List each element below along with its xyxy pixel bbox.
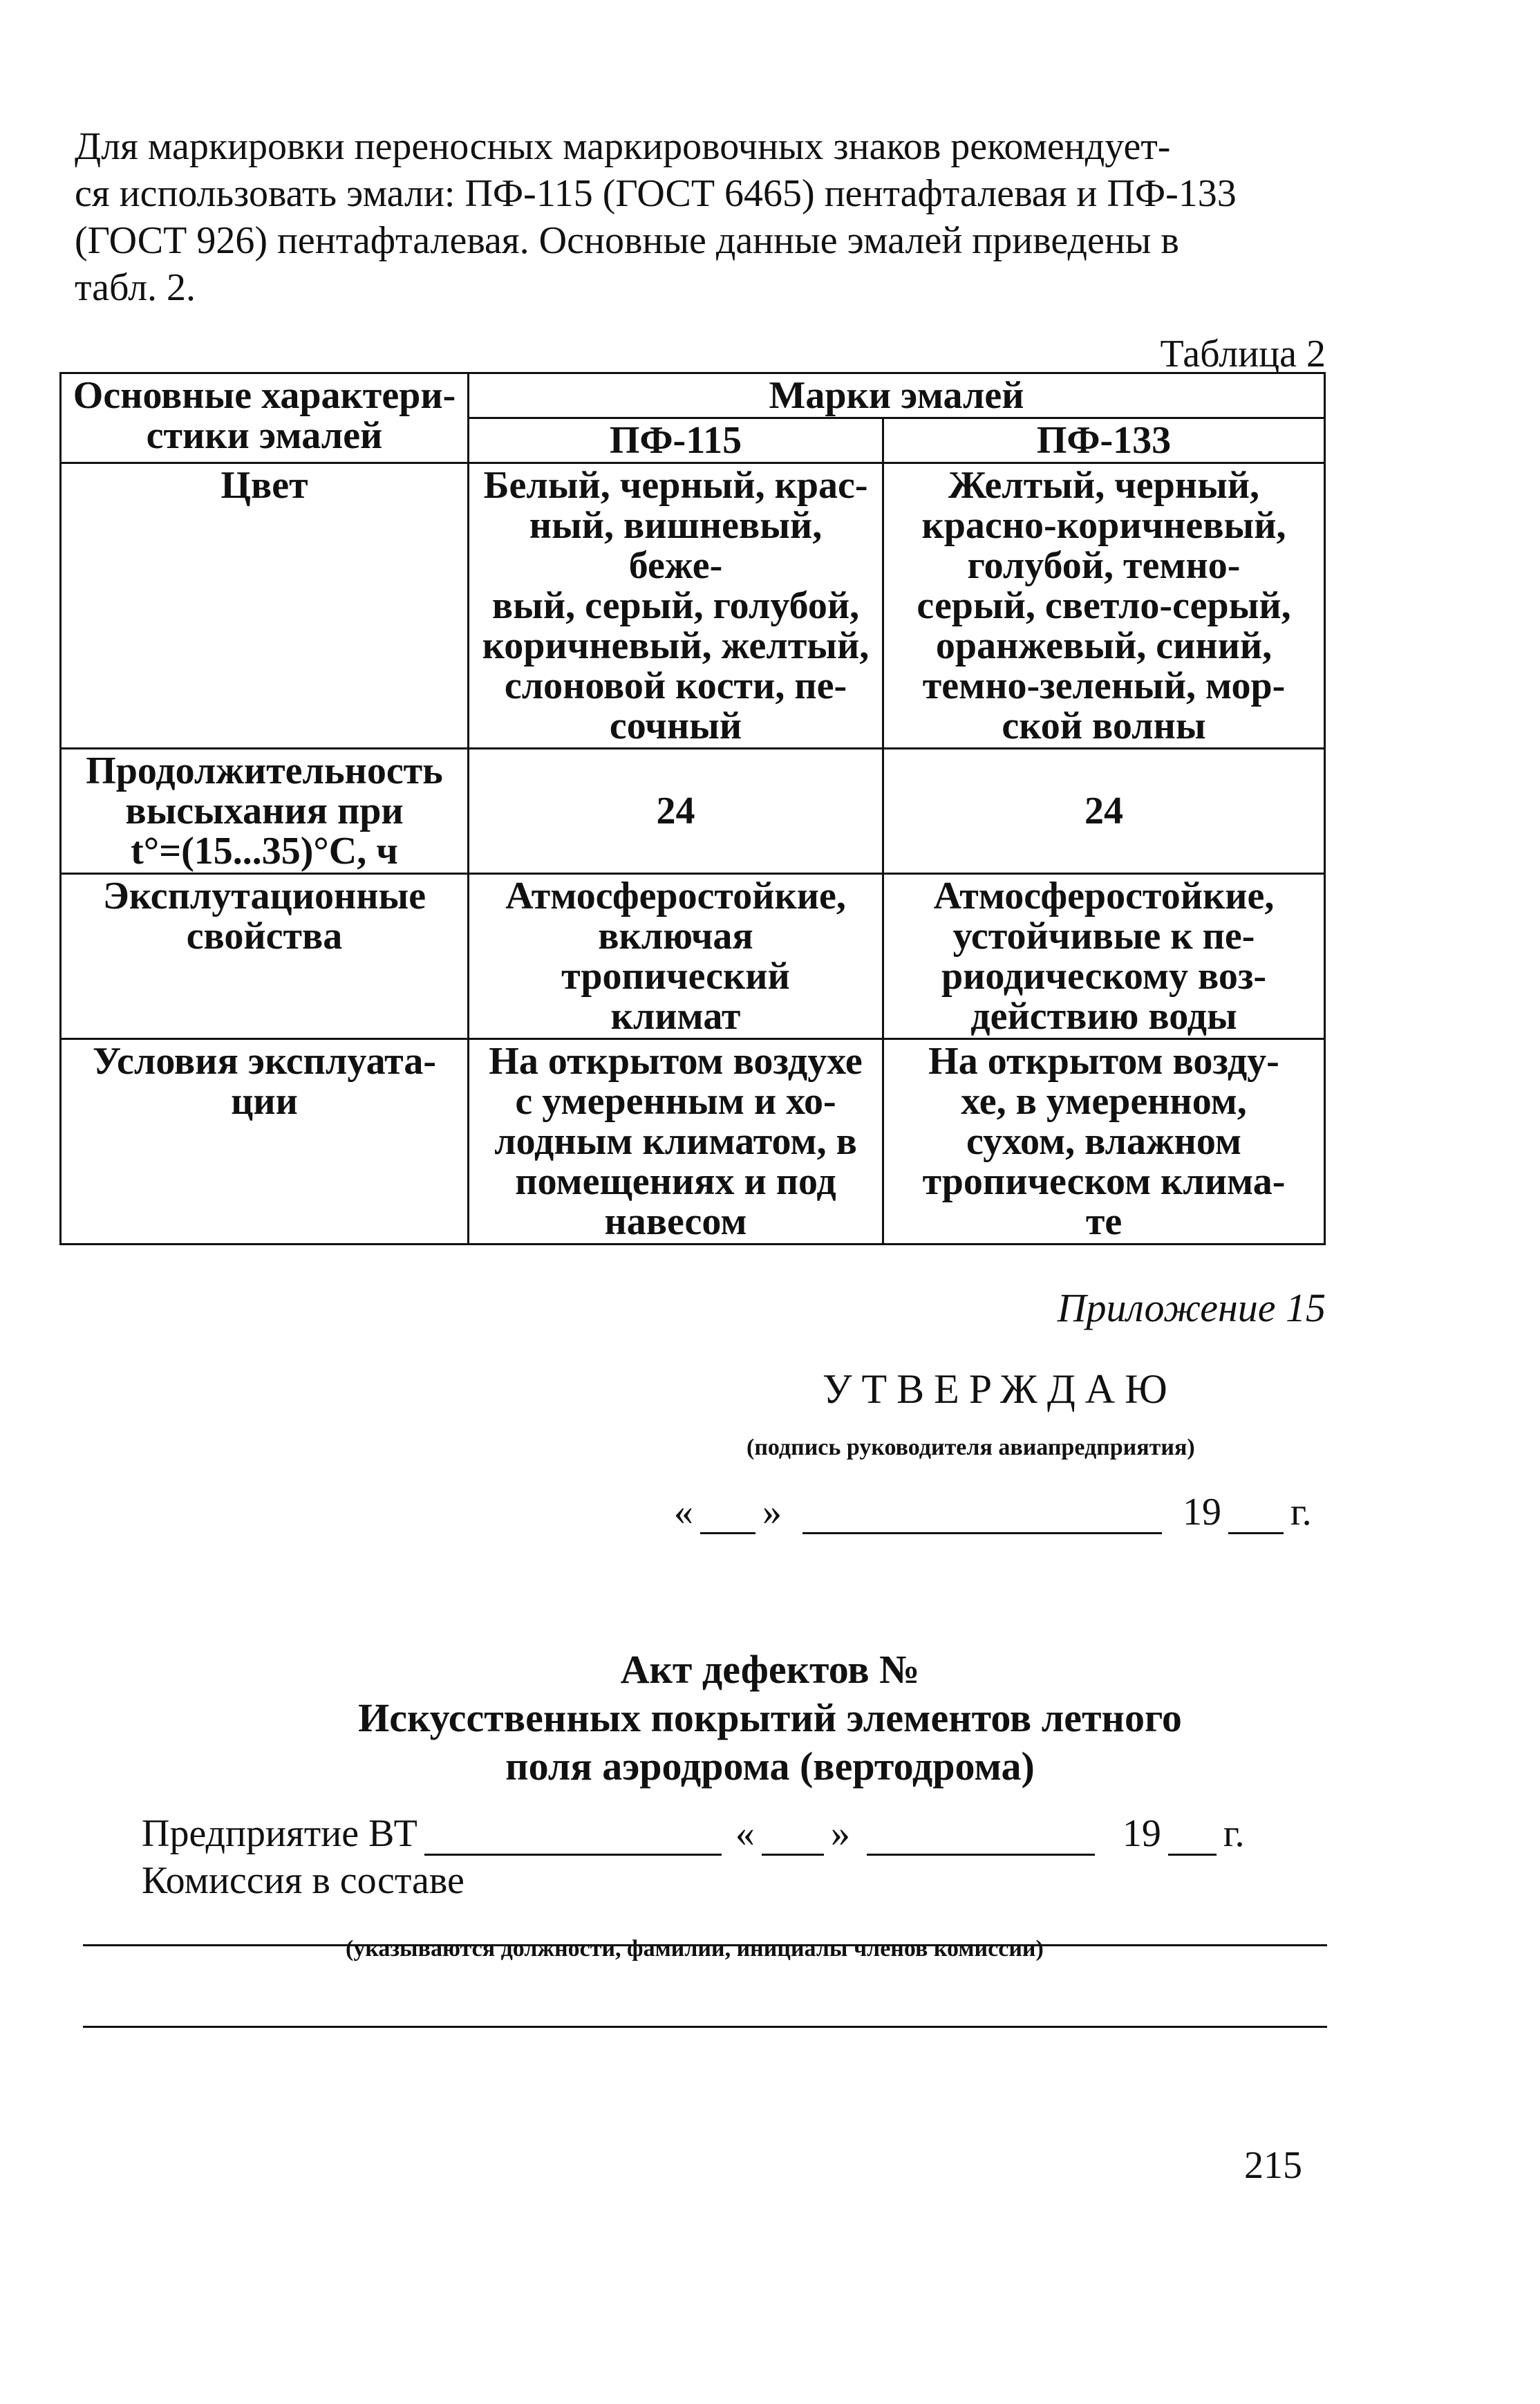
cell-line: слоновой кости, пе- — [504, 664, 847, 707]
table-cell-pf133 — [883, 463, 1325, 749]
cell-line: климат — [610, 995, 741, 1038]
table-cell-label — [61, 874, 469, 1039]
table-header-row — [61, 373, 1325, 418]
year-prefix: 19 — [1183, 1491, 1221, 1534]
cell-line: Желтый, черный, — [948, 464, 1260, 507]
quote-close: » — [830, 1812, 850, 1855]
approval-heading: УТВЕРЖДАЮ — [823, 1366, 1177, 1412]
cell-line: тропическом клима- — [922, 1160, 1286, 1203]
commission-label: Комиссия в составе — [142, 1859, 464, 1902]
enterprise-blank — [424, 1819, 722, 1856]
month-blank — [867, 1819, 1095, 1856]
cell-line: сухом, влажном — [966, 1120, 1241, 1163]
year-prefix: 19 — [1122, 1812, 1161, 1855]
act-title-line: Акт дефектов № — [620, 1647, 920, 1692]
table-cell-label — [61, 463, 469, 749]
cell-line: темно-зеленый, мор- — [922, 664, 1286, 707]
table-cell-pf115 — [469, 463, 883, 749]
header-pf115: ПФ-115 — [469, 418, 883, 463]
cell-line: Цвет — [220, 464, 308, 507]
cell-line: лодным климатом, в — [494, 1120, 857, 1163]
cell-line: свойства — [186, 915, 343, 958]
cell-line: устойчивые к пе- — [952, 915, 1255, 958]
members-line-2 — [83, 2026, 1327, 2028]
cell-line: красно-коричневый, — [921, 504, 1286, 547]
header-characteristics — [61, 373, 469, 463]
enamel-table — [59, 372, 1326, 1245]
cell-line: оранжевый, синий, — [935, 624, 1273, 667]
cell-line: Продолжительность — [86, 749, 443, 792]
table-cell-label — [61, 749, 469, 874]
page-number: 215 — [1244, 2144, 1302, 2187]
cell-line: На открытом возду- — [928, 1040, 1279, 1083]
cell-line: t°=(15...35)°С, ч — [131, 830, 398, 873]
cell-line: голубой, темно- — [967, 544, 1241, 587]
year-blank — [1168, 1819, 1217, 1856]
table-cell-label — [61, 1039, 469, 1245]
header-text: стики эмалей — [146, 414, 383, 457]
header-brands: Марки эмалей — [469, 373, 1325, 418]
cell-line: с умеренным и хо- — [515, 1080, 836, 1123]
cell-line: Условия эксплуата- — [93, 1040, 436, 1083]
cell-line: коричневый, желтый, — [482, 624, 870, 667]
intro-line: табл. 2. — [75, 266, 196, 309]
cell-line: Белый, черный, крас- — [483, 464, 868, 507]
day-blank — [700, 1498, 755, 1534]
cell-line: Эксплутационные — [102, 875, 426, 917]
cell-line: хе, в умеренном, — [961, 1080, 1247, 1123]
cell-line: риодическому воз- — [941, 955, 1266, 998]
intro-line: ся использовать эмали: ПФ-115 (ГОСТ 6465) пентафталевая и ПФ-133 — [75, 172, 1237, 215]
cell-line: высыхания при — [125, 790, 404, 832]
cell-line: вый, серый, голубой, — [491, 584, 860, 627]
year-blank — [1228, 1498, 1284, 1534]
enterprise-line — [142, 1811, 1331, 1856]
year-suffix: г. — [1290, 1491, 1312, 1534]
table-cell-pf133 — [883, 874, 1325, 1039]
table-row — [61, 874, 1325, 1039]
cell-line: Атмосферостойкие, — [933, 875, 1275, 917]
act-title — [0, 1646, 1540, 1791]
table-label: Таблица 2 — [1160, 333, 1326, 375]
quote-open: « — [674, 1491, 693, 1534]
signature-caption: (подпись руководителя авиапредприятия) — [746, 1435, 1195, 1460]
table-cell-pf115 — [469, 874, 883, 1039]
intro-line: Для маркировки переносных маркировочных знаков рекомендует- — [75, 125, 1171, 168]
cell-line: ской волны — [1002, 705, 1206, 747]
month-blank — [802, 1498, 1162, 1534]
cell-line: те — [1085, 1200, 1123, 1243]
cell-line: помещениях и под — [515, 1160, 836, 1203]
table-row — [61, 463, 1325, 749]
header-pf133: ПФ-133 — [883, 418, 1325, 463]
table-cell-pf133 — [883, 1039, 1325, 1245]
cell-line: сочный — [609, 705, 742, 747]
table-row — [61, 1039, 1325, 1245]
year-suffix: г. — [1223, 1812, 1245, 1855]
table-cell-pf133 — [883, 749, 1325, 874]
appendix-label: Приложение 15 — [1057, 1285, 1326, 1330]
intro-line: (ГОСТ 926) пентафталевая. Основные данные эмалей приведены в — [75, 219, 1179, 262]
members-caption: (указываются должности, фамилии, инициалы членов комиссии) — [346, 1936, 1044, 1962]
cell-line: ции — [231, 1080, 298, 1123]
cell-line: ный, вишневый, беже- — [529, 504, 823, 587]
table-row — [61, 749, 1325, 874]
cell-line: 24 — [1084, 790, 1123, 832]
cell-line: На открытом воздухе — [489, 1040, 863, 1083]
cell-line: включая тропический — [561, 915, 790, 998]
quote-open: « — [735, 1812, 755, 1855]
quote-close: » — [762, 1491, 782, 1534]
cell-line: действию воды — [970, 995, 1237, 1038]
header-text: Основные характери- — [73, 374, 456, 417]
table-cell-pf115 — [469, 1039, 883, 1245]
cell-line: серый, светло-серый, — [917, 584, 1291, 627]
cell-line: навесом — [604, 1200, 747, 1243]
approval-date-line — [674, 1490, 1324, 1534]
day-blank — [762, 1819, 824, 1856]
cell-line: Атмосферостойкие, — [505, 875, 846, 917]
act-title-line: поля аэродрома (вертодрома) — [505, 1744, 1035, 1789]
table-cell-pf115 — [469, 749, 883, 874]
act-title-line: Искусственных покрытий элементов летного — [358, 1695, 1182, 1740]
cell-line: 24 — [656, 790, 695, 832]
enterprise-label: Предприятие ВТ — [142, 1812, 417, 1855]
intro-paragraph — [75, 123, 1333, 311]
